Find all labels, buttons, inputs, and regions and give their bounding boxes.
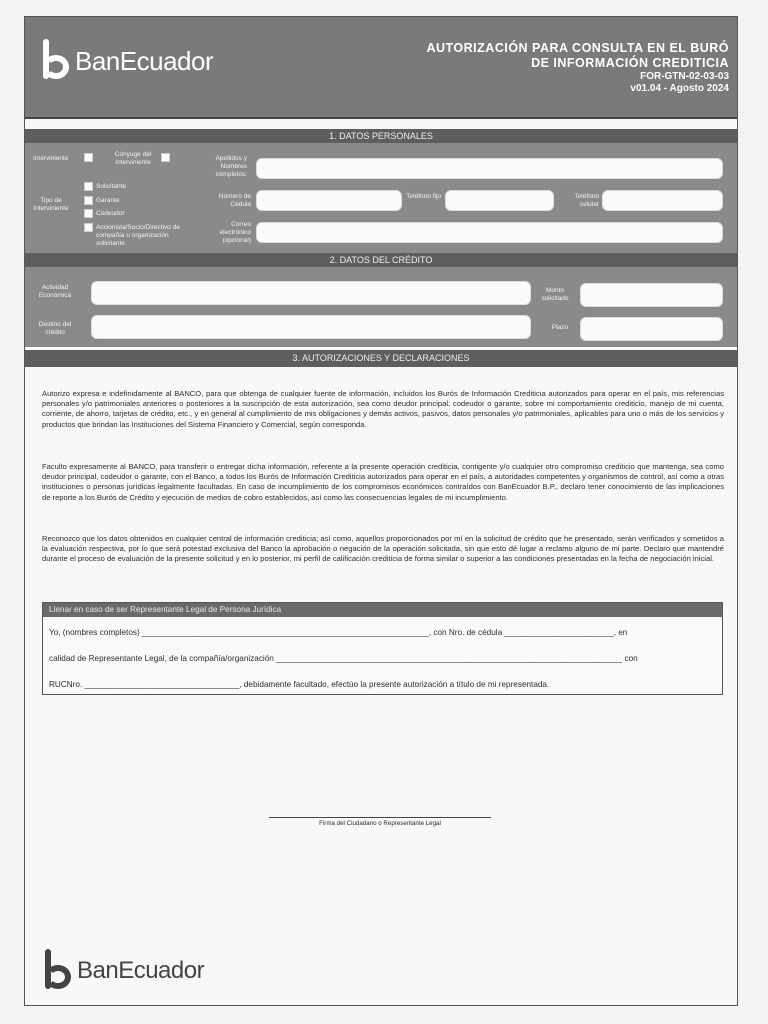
accionista-label: Accionista/Socio/Directivo de compañía u organización solicitante — [96, 224, 180, 247]
brand-logo — [41, 39, 213, 83]
section2-title: 2. DATOS DEL CRÉDITO — [25, 253, 737, 267]
cedula-label: Número de Cédula — [218, 193, 251, 208]
interviniente-checkbox[interactable] — [84, 153, 93, 162]
form-sheet — [24, 16, 738, 1006]
form-version: v01.04 - Agosto 2024 — [630, 83, 729, 94]
monto-label: Monto solicitado — [541, 287, 569, 302]
declaration-paragraph-3: Reconozco que los datos obtenidos en cualquier central de información crediticia; así como, aquellos proporcionados por mí en la solicitud de crédito que he presentado, serán verificados y sometidos a la evaluación respectiva, por lo que será potestad exclusiva del Banco la aprobación o negación de la operación solicitada, sin que esto dé lugar a reclamo alguno de mi parte. Declaro que mantendré durante el proceso de evaluación de la presente solicitud y en lo posterior, mi perfil de calificación crediticia de forma similar o superior a las condiciones presentadas en la fecha de negociación inicial. — [42, 534, 724, 564]
form-title-line1: AUTORIZACIÓN PARA CONSULTA EN EL BURÓ — [426, 41, 729, 55]
telefono-fijo-field[interactable] — [445, 190, 554, 211]
solicitante-checkbox[interactable] — [84, 182, 93, 191]
cedula-field[interactable] — [256, 190, 402, 211]
declaration-paragraph-1: Autorizo expresa e indefinidamente al BANCO, para que obtenga de cualquier fuente de información, incluidos los Burós de Información Crediticia autorizados para operar en el país, mis referencias personales y/o patrimoniales anteriores o posteriores a la suscripción de esta autorización, sea como deudor principal, codeudor o garante, sobre mi comportamiento crediticio, manejo de mi cuenta, corriente, de ahorro, tarjetas de crédito, etc., y en general al cumplimiento de mis obligaciones y demás activos, pasivos, datos personales y/o patrimoniales, aplicables para uno o más de los servicios y productos que brindan las Instituciones del Sistema Financiero y Comercial, según corresponda. — [42, 389, 724, 429]
plazo-label: Plazo — [551, 324, 569, 331]
signature-line[interactable] — [269, 817, 491, 818]
signature-caption: Firma del Ciudadano o Representante Legal — [319, 820, 441, 827]
correo-field[interactable] — [256, 222, 723, 243]
form-code: FOR-GTN-02-03-03 — [640, 71, 729, 82]
destino-field[interactable] — [91, 315, 531, 339]
form-title-block — [426, 41, 729, 95]
brand-logo-icon — [41, 39, 71, 83]
actividad-field[interactable] — [91, 281, 531, 305]
actividad-label: Actividad Económica — [38, 284, 72, 299]
telefono-celular-label: Teléfono celular — [574, 193, 599, 208]
section3-title: 3. AUTORIZACIONES Y DECLARACIONES — [25, 350, 737, 367]
interviniente-label: Interviniente — [33, 155, 69, 162]
section1-title: 1. DATOS PERSONALES — [25, 129, 737, 143]
telefono-fijo-label: Teléfono fijo — [406, 193, 441, 200]
apellidos-field[interactable] — [256, 158, 723, 179]
legal-line-3[interactable]: RUCNro. __________________________________, debidamente facultado, efectúo la presente autorización a título de mi representada. — [49, 680, 550, 689]
garante-checkbox[interactable] — [84, 196, 93, 205]
correo-label: Correo electrónico (opcional) — [219, 221, 251, 244]
codeudor-label: Codeudor — [96, 210, 125, 217]
plazo-field[interactable] — [580, 317, 723, 341]
accionista-checkbox[interactable] — [84, 223, 93, 232]
apellidos-label: Apellidos y Nombres completos: — [215, 155, 247, 178]
legal-line-1[interactable]: Yo, (nombres completos) _______________________________________________________________, con Nro. de cédula ________________________, en — [49, 628, 628, 637]
legal-representative-title: Llenar en caso de ser Representante Legal de Persona Jurídica — [43, 603, 722, 617]
footer-logo — [43, 949, 204, 993]
footer-logo-icon — [43, 949, 73, 993]
destino-label: Destino del crédito — [38, 321, 72, 336]
footer-brand-name: BanEcuador — [77, 957, 205, 984]
brand-name: BanEcuador — [75, 45, 214, 76]
telefono-celular-field[interactable] — [602, 190, 723, 211]
garante-label: Garante — [96, 197, 120, 204]
codeudor-checkbox[interactable] — [84, 209, 93, 218]
legal-line-2[interactable]: calidad de Representante Legal, de la compañía/organización ____________________________________________________________________________ con — [49, 654, 638, 663]
form-header — [25, 17, 737, 119]
conyuge-checkbox[interactable] — [161, 153, 170, 162]
conyuge-label: Cónyuge del Interviniente — [114, 151, 152, 166]
form-title-line2: DE INFORMACIÓN CREDITICIA — [531, 56, 729, 70]
solicitante-label: Solicitante — [96, 183, 126, 190]
tipo-label: Tipo de Interviniente — [33, 197, 69, 212]
declaration-paragraph-2: Faculto expresamente al BANCO, para transferir o entregar dicha información, referente a la presente operación crediticia, contigente y/o cualquier otro compromiso crediticio que mantenga, sea como deudor principal, codeudor o garante, con el Banco, a todos los Burós de Información Crediticia autorizados para operar en el país, a autoridades competentes y organismos de control, así como a otras instituciones o personas jurídicas legalmente facultadas. En caso de incumplimiento de los compromisos económicos contraídos con BanEcuador B.P., declaro tener conocimiento de las implicaciones de reporte a los Burós de Crédito y ejecución de medios de cobro establecidos, así como las consecuencias legales de mi incumplimiento. — [42, 462, 724, 502]
monto-field[interactable] — [580, 283, 723, 307]
legal-representative-box — [42, 602, 723, 695]
